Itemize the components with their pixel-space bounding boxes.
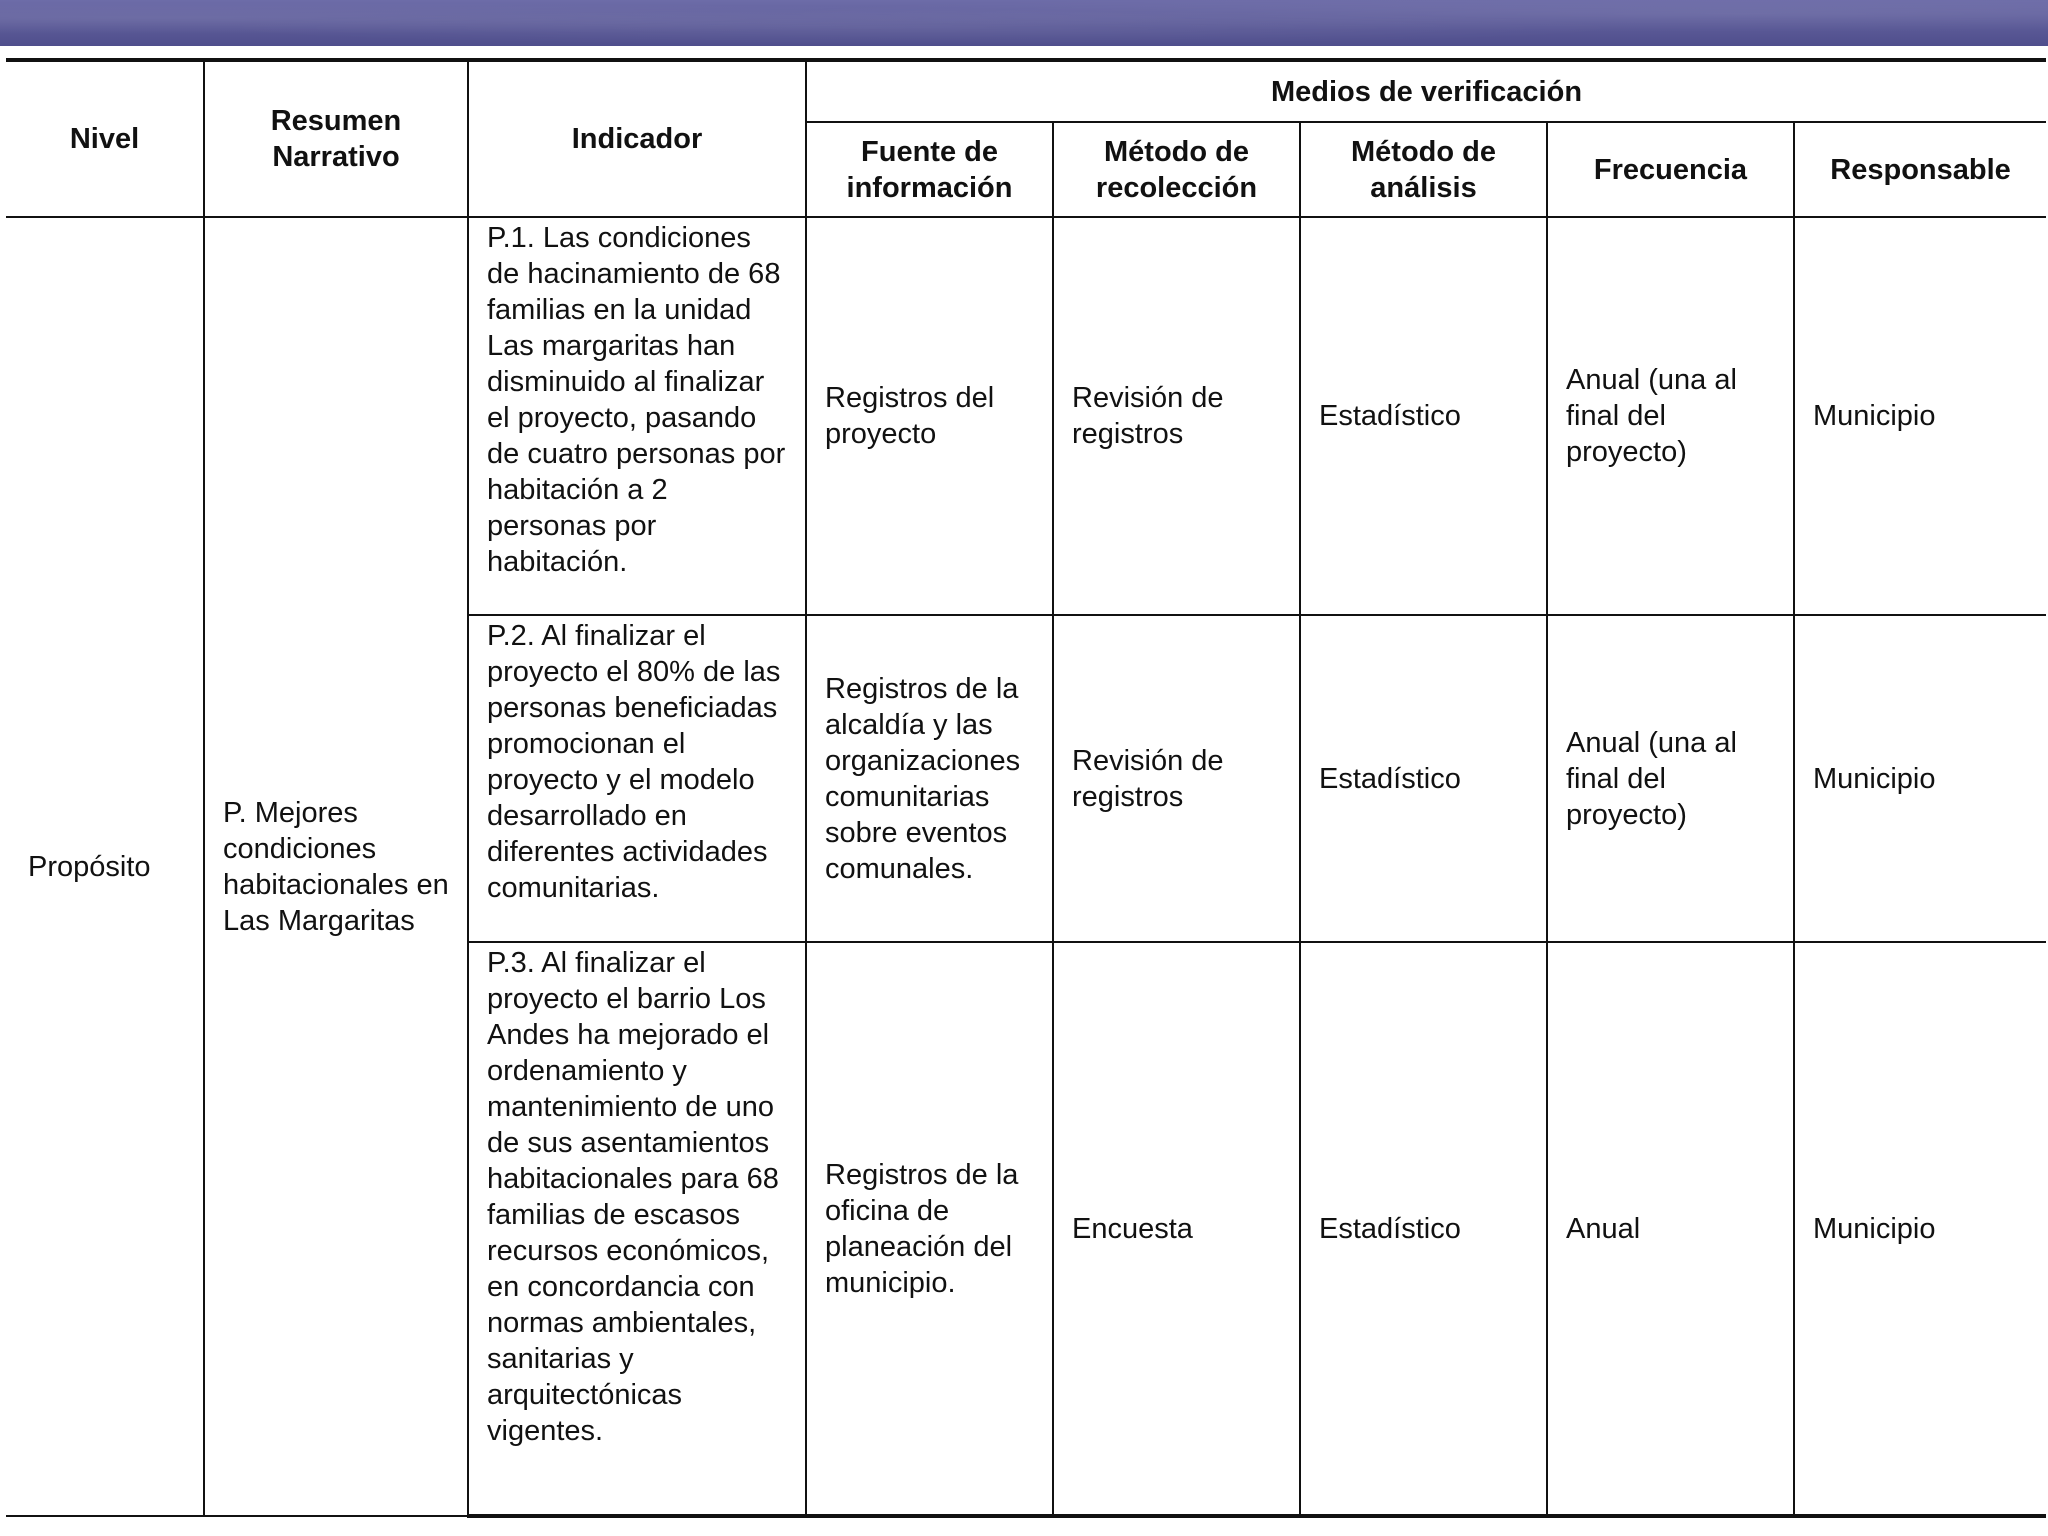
frecuencia-cell: Anual (una al final del proyecto) [1547,217,1794,615]
top-banner [0,0,2048,46]
table-row [6,217,2046,615]
header-metodo-de-analisis: Método de análisis [1300,122,1547,217]
logical-framework-table-container [6,58,2046,1518]
header-nivel: Nivel [6,60,204,217]
header-metodo-de-recoleccion: Método de recolección [1053,122,1300,217]
nivel-cell: Propósito [6,217,204,1516]
frecuencia-cell: Anual (una al final del proyecto) [1547,615,1794,942]
metodo-recoleccion-cell: Revisión de registros [1053,217,1300,615]
metodo-analisis-cell: Estadístico [1300,615,1547,942]
fuente-cell: Registros del proyecto [806,217,1053,615]
responsable-cell: Municipio [1794,942,2046,1516]
indicador-cell: P.1. Las condiciones de hacinamiento de 68 familias en la unidad Las margaritas han disminuido al finalizar el proyecto, pasando de cuatro personas por habitación a 2 personas por habitación. [468,217,806,615]
resumen-narrativo-cell: P. Mejores condiciones habitacionales en Las Margaritas [204,217,468,1516]
header-fuente-de-informacion: Fuente de información [806,122,1053,217]
responsable-cell: Municipio [1794,615,2046,942]
metodo-analisis-cell: Estadístico [1300,217,1547,615]
header-resumen-narrativo: Resumen Narrativo [204,60,468,217]
header-responsable: Responsable [1794,122,2046,217]
responsable-cell: Municipio [1794,217,2046,615]
fuente-cell: Registros de la alcaldía y las organizaciones comunitarias sobre eventos comunales. [806,615,1053,942]
header-indicador: Indicador [468,60,806,217]
metodo-recoleccion-cell: Encuesta [1053,942,1300,1516]
verification-matrix-table [6,58,2046,1518]
metodo-analisis-cell: Estadístico [1300,942,1547,1516]
indicador-cell: P.3. Al finalizar el proyecto el barrio Los Andes ha mejorado el ordenamiento y mantenimiento de uno de sus asentamientos habitacionales para 68 familias de escasos recursos económicos, en concordancia con normas ambientales, sanitarias y arquitectónicas vigentes. [468,942,806,1516]
header-row-top [6,60,2046,122]
metodo-recoleccion-cell: Revisión de registros [1053,615,1300,942]
indicador-cell: P.2. Al finalizar el proyecto el 80% de las personas beneficiadas promocionan el proyecto y el modelo desarrollado en diferentes actividades comunitarias. [468,615,806,942]
fuente-cell: Registros de la oficina de planeación del municipio. [806,942,1053,1516]
header-medios-de-verificacion: Medios de verificación [806,60,2046,122]
frecuencia-cell: Anual [1547,942,1794,1516]
header-frecuencia: Frecuencia [1547,122,1794,217]
